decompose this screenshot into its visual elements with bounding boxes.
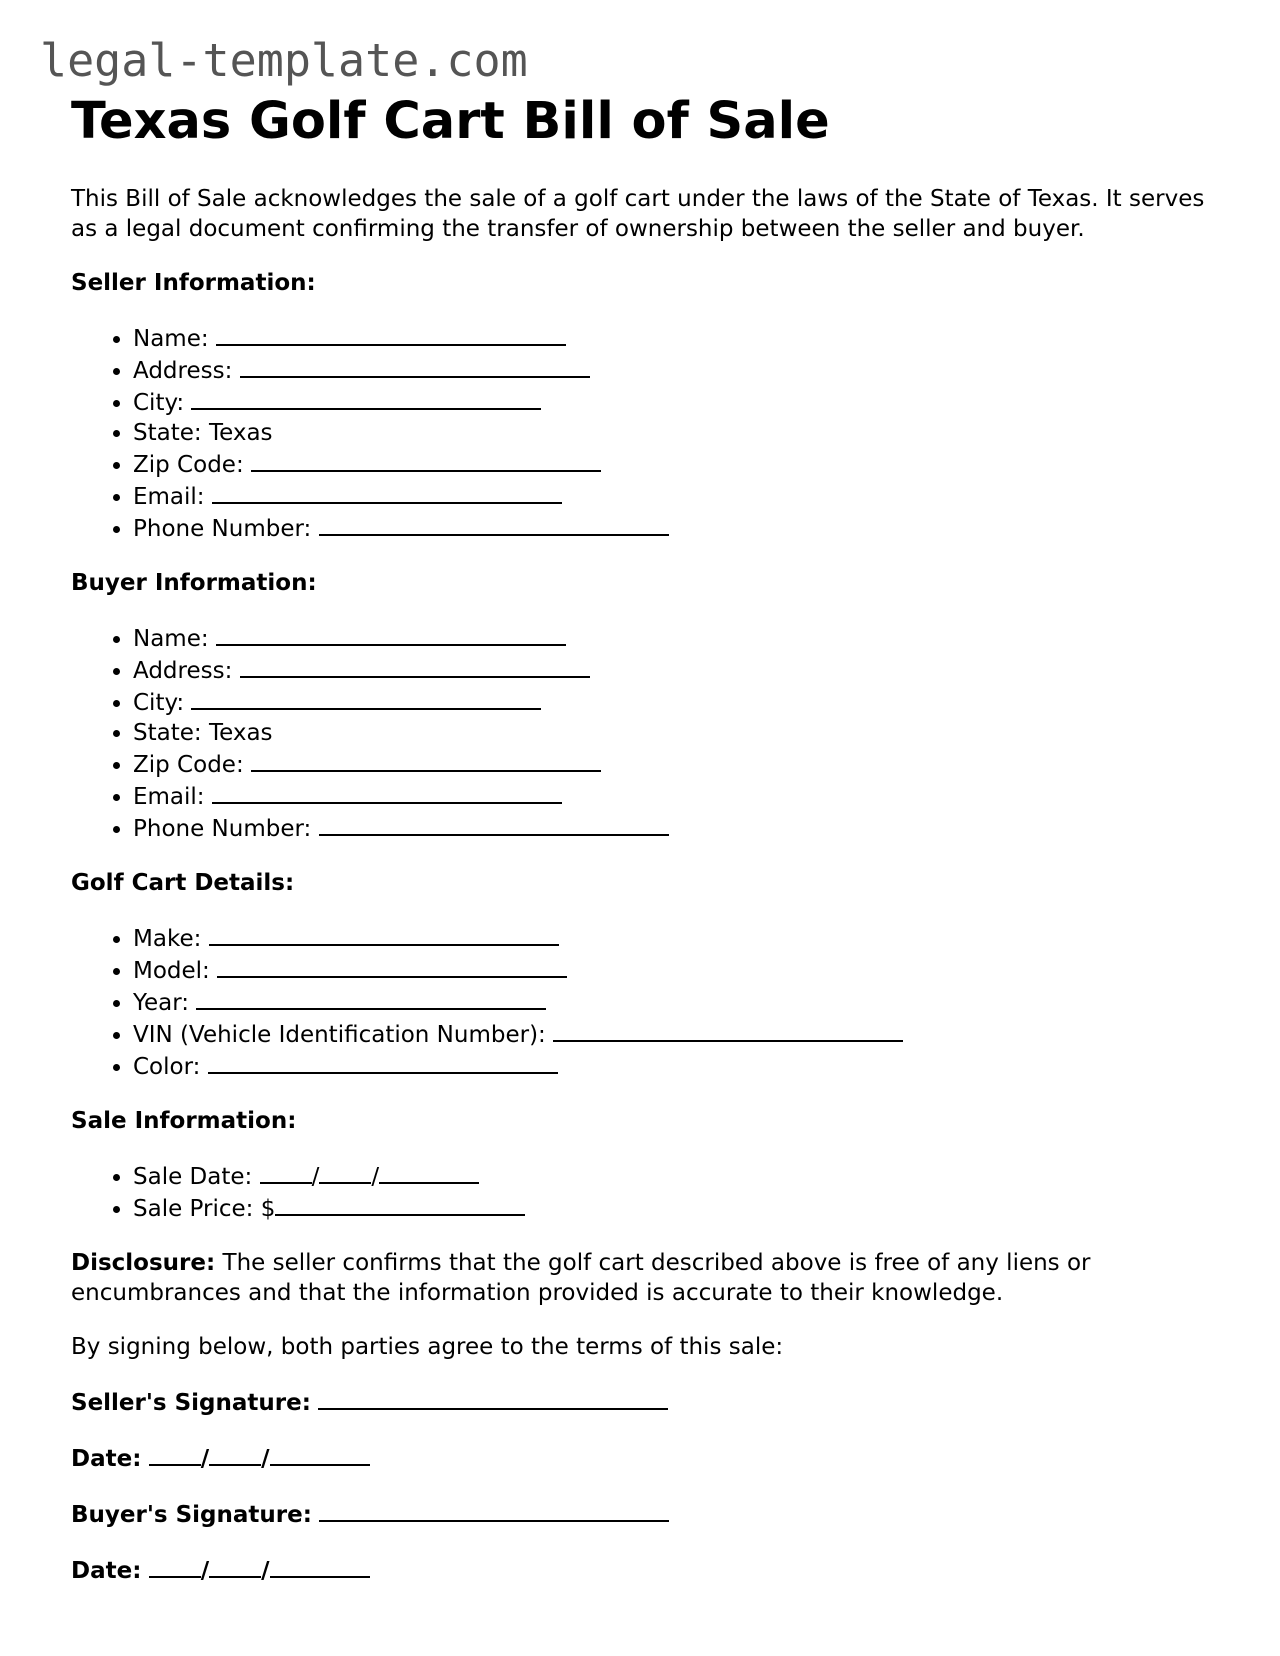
seller-city-item [133,386,1221,418]
sale-date-label: Sale Date: [133,1164,253,1190]
buyer-city-label: City: [133,690,185,716]
cart-year-label: Year: [133,990,190,1016]
date-separator: / [261,1446,270,1472]
seller-zip-item [133,448,1221,480]
buyer-email-item [133,780,1221,812]
seller-date-month-blank[interactable] [149,1442,201,1466]
buyer-email-label: Email: [133,784,205,810]
agreement-text: By signing below, both parties agree to the terms of this sale: [71,1334,784,1360]
seller-date-year-blank[interactable] [270,1442,370,1466]
seller-list [71,322,1221,544]
buyer-address-item [133,654,1221,686]
disclosure-paragraph [71,1248,1221,1308]
seller-address-item [133,354,1221,386]
buyer-signature-label: Buyer's Signature: [71,1502,312,1528]
sale-heading: Sale Information: [71,1108,297,1134]
seller-signature-blank[interactable] [318,1386,668,1410]
buyer-phone-label: Phone Number: [133,816,312,842]
buyer-city-item [133,686,1221,718]
sale-list [71,1160,1221,1224]
seller-name-item [133,322,1221,354]
seller-city-blank[interactable] [191,386,541,410]
cart-year-blank[interactable] [196,986,546,1010]
sale-date-item [133,1160,1221,1192]
buyer-signature-blank[interactable] [319,1498,669,1522]
seller-signature-row [71,1386,1221,1418]
document [71,92,1221,1586]
date-separator: / [371,1164,380,1190]
cart-year-item [133,986,1221,1018]
cart-color-blank[interactable] [208,1050,558,1074]
sale-price-blank[interactable] [275,1192,525,1216]
cart-model-label: Model: [133,958,210,984]
buyer-city-blank[interactable] [191,686,541,710]
buyer-name-blank[interactable] [216,622,566,646]
disclosure-label: Disclosure: [71,1250,216,1276]
buyer-phone-item [133,812,1221,844]
buyer-address-label: Address: [133,658,233,684]
seller-state-item: • State: Texas [133,418,1221,448]
cart-make-item [133,922,1221,954]
seller-heading: Seller Information: [71,270,316,296]
seller-phone-blank[interactable] [319,512,669,536]
document-title: Texas Golf Cart Bill of Sale [71,92,830,151]
buyer-email-blank[interactable] [212,780,562,804]
cart-list [71,922,1221,1082]
date-separator: / [311,1164,320,1190]
buyer-phone-blank[interactable] [319,812,669,836]
buyer-state-item: • State: Texas [133,718,1221,748]
seller-email-item [133,480,1221,512]
sale-date-month-blank[interactable] [260,1160,312,1184]
seller-name-blank[interactable] [216,322,566,346]
seller-address-blank[interactable] [240,354,590,378]
buyer-signature-row [71,1498,1221,1530]
buyer-date-year-blank[interactable] [270,1554,370,1578]
watermark: legal-template.com [40,34,528,87]
seller-date-row [71,1442,1221,1474]
cart-color-label: Color: [133,1054,201,1080]
date-separator: / [200,1446,210,1472]
cart-model-blank[interactable] [217,954,567,978]
cart-color-item [133,1050,1221,1082]
buyer-address-blank[interactable] [240,654,590,678]
sale-price-label: Sale Price: $ [133,1196,276,1222]
seller-name-label: Name: [133,326,209,352]
intro-paragraph: This Bill of Sale acknowledges the sale of a golf cart under the laws of the State of Texas. It serves as a legal document confirming the transfer of ownership between the seller and buyer. [71,186,1205,242]
buyer-zip-blank[interactable] [251,748,601,772]
buyer-heading: Buyer Information: [71,570,317,596]
seller-zip-label: Zip Code: [133,452,244,478]
cart-make-blank[interactable] [209,922,559,946]
buyer-name-label: Name: [133,626,209,652]
cart-make-label: Make: [133,926,202,952]
date-separator: / [200,1558,210,1584]
seller-phone-label: Phone Number: [133,516,312,542]
seller-address-label: Address: [133,358,233,384]
sale-date-day-blank[interactable] [319,1160,371,1184]
seller-email-label: Email: [133,484,205,510]
buyer-zip-item [133,748,1221,780]
seller-date-label: Date: [71,1446,142,1472]
buyer-date-day-blank[interactable] [209,1554,261,1578]
sale-date-year-blank[interactable] [379,1160,479,1184]
buyer-zip-label: Zip Code: [133,752,244,778]
seller-phone-item [133,512,1221,544]
cart-heading: Golf Cart Details: [71,870,295,896]
seller-email-blank[interactable] [212,480,562,504]
cart-vin-blank[interactable] [553,1018,903,1042]
buyer-date-month-blank[interactable] [149,1554,201,1578]
buyer-date-row [71,1554,1221,1586]
cart-model-item [133,954,1221,986]
disclosure-text: The seller confirms that the golf cart described above is free of any liens or encumbrances and that the information provided is accurate to their knowledge. [71,1250,1091,1306]
buyer-list [71,622,1221,844]
buyer-date-label: Date: [71,1558,142,1584]
cart-vin-item [133,1018,1221,1050]
cart-vin-label: VIN (Vehicle Identification Number): [133,1022,546,1048]
seller-signature-label: Seller's Signature: [71,1390,311,1416]
date-separator: / [261,1558,270,1584]
buyer-name-item [133,622,1221,654]
seller-date-day-blank[interactable] [209,1442,261,1466]
seller-zip-blank[interactable] [251,448,601,472]
sale-price-item [133,1192,1221,1224]
seller-city-label: City: [133,390,185,416]
